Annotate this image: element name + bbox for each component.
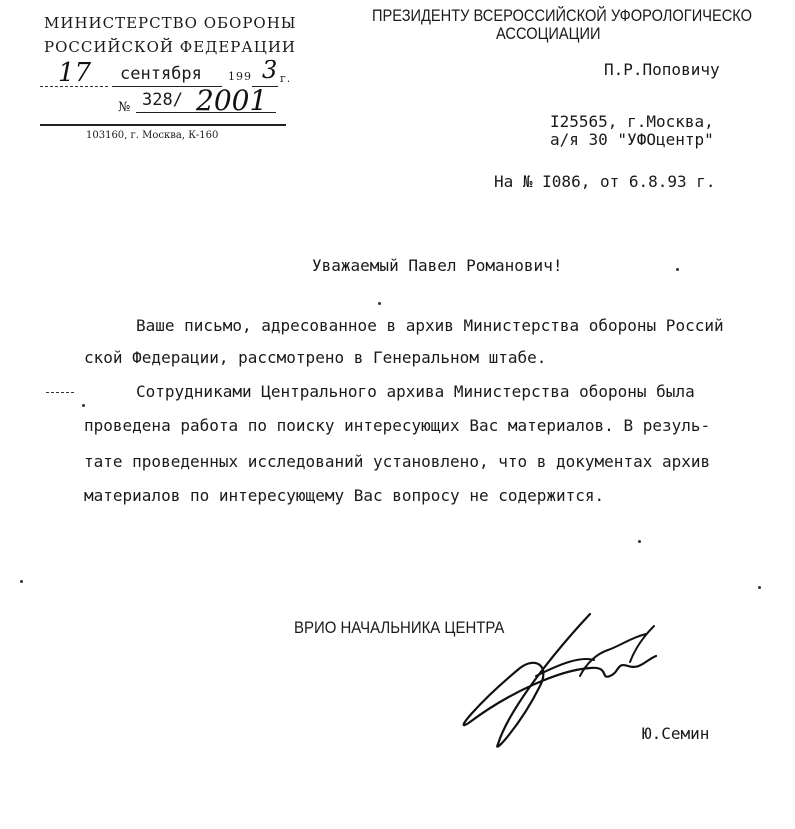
scan-speck bbox=[758, 586, 761, 589]
salutation: Уважаемый Павел Романович! bbox=[312, 256, 563, 275]
body-p2-line-1: Сотрудниками Центрального архива Министерства обороны была bbox=[136, 382, 695, 401]
stamp-day: 17 bbox=[58, 58, 92, 88]
recipient-line-1: ПРЕЗИДЕНТУ ВСЕРОССИЙСКОЙ УФОРОЛОГИЧЕСКО bbox=[372, 6, 752, 25]
scan-speck bbox=[378, 302, 381, 305]
recipient-name: П.Р.Поповичу bbox=[604, 60, 720, 79]
scan-speck bbox=[676, 268, 679, 271]
stamp-year-suffix: г. bbox=[280, 72, 292, 85]
body-p2-line-3: тате проведенных исследований установлено, что в документах архив bbox=[84, 452, 711, 471]
recipient-line-2: АССОЦИАЦИИ bbox=[496, 24, 601, 43]
day-underline bbox=[40, 86, 108, 87]
recipient-address-2: а/я 30 "УФОцентр" bbox=[550, 130, 714, 149]
scan-artifact bbox=[46, 392, 74, 393]
recipient-address-1: I25565, г.Москва, bbox=[550, 112, 714, 131]
number-underline bbox=[136, 112, 276, 113]
scan-speck bbox=[638, 540, 641, 543]
signature-title: ВРИО НАЧАЛЬНИКА ЦЕНТРА bbox=[294, 618, 505, 637]
stamp-year-prefix: 199 bbox=[228, 70, 252, 83]
stamp-month: сентября bbox=[120, 64, 202, 84]
body-p2-line-2: проведена работа по поиску интересующих Вас материалов. В резуль- bbox=[84, 416, 711, 435]
stamp-number-typed: 328/ bbox=[142, 90, 183, 110]
signer-name: Ю.Семин bbox=[642, 724, 710, 743]
stamp-line-2: РОССИЙСКОЙ ФЕДЕРАЦИИ bbox=[44, 38, 296, 56]
scan-speck bbox=[20, 580, 23, 583]
stamp-address: 103160, г. Москва, К-160 bbox=[86, 130, 219, 141]
stamp-line-1: МИНИСТЕРСТВО ОБОРОНЫ bbox=[44, 14, 297, 32]
body-p2-line-4: материалов по интересующему Вас вопросу не содержится. bbox=[84, 486, 605, 505]
stamp-number-hand: 2001 bbox=[196, 84, 268, 117]
reference-line: На № I086, от 6.8.93 г. bbox=[494, 172, 716, 191]
stamp-divider bbox=[40, 124, 286, 126]
body-p1-line-1: Ваше письмо, адресованное в архив Министерства обороны Россий bbox=[136, 316, 724, 335]
body-p1-line-2: ской Федерации, рассмотрено в Генеральном штабе. bbox=[84, 348, 547, 367]
scan-speck bbox=[82, 404, 85, 407]
stamp-year-digit: 3 bbox=[262, 56, 278, 84]
stamp-number-label: № bbox=[118, 100, 132, 115]
